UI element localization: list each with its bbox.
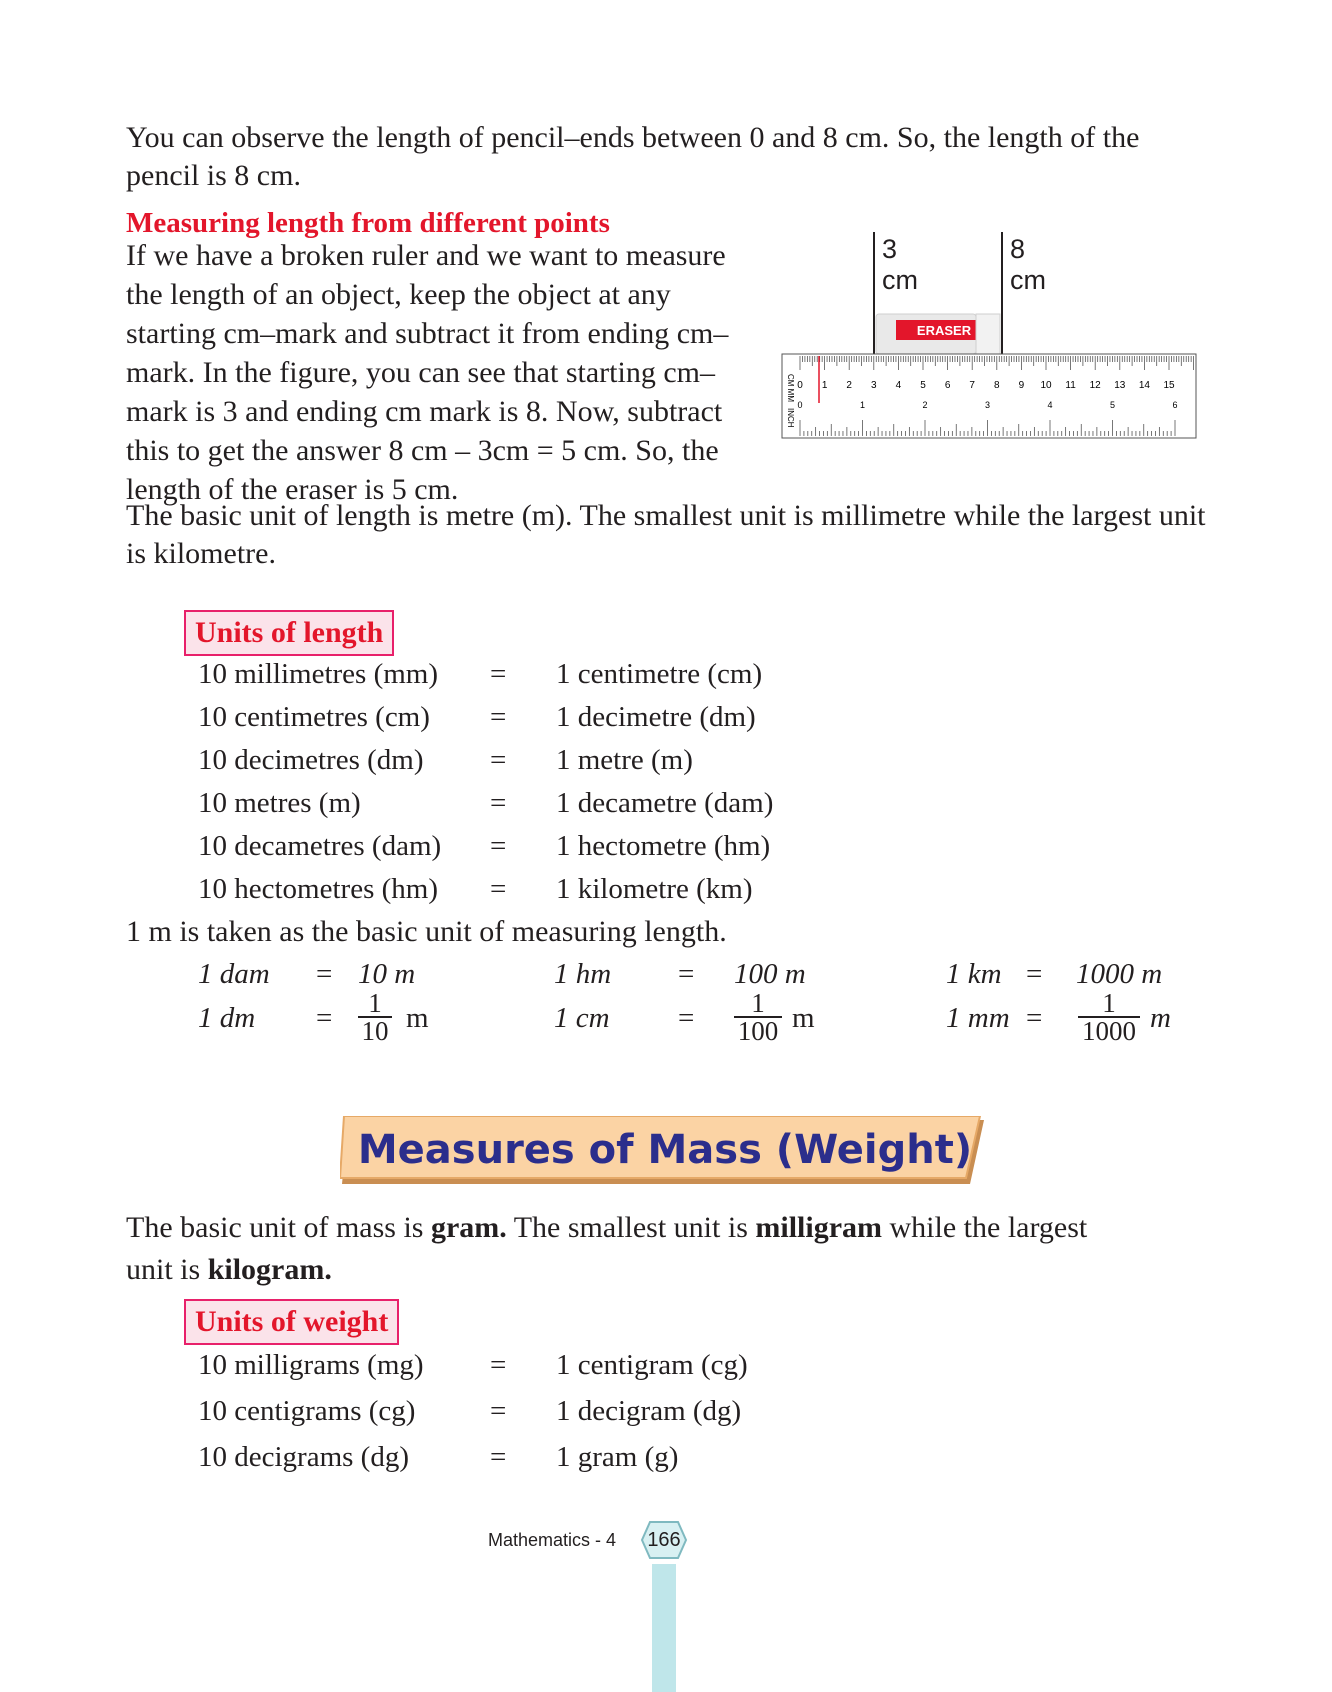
para-line: the length of an object, keep the object at any [126,278,671,311]
mass-text: The basic unit of mass is [126,1211,431,1244]
row-right: 1 decametre (dam) [556,787,774,819]
ruler-svg [780,228,1200,448]
row-left: 10 milligrams (mg) [198,1349,424,1381]
row-left: 10 centigrams (cg) [198,1395,416,1427]
conv-km-value: 1000 m [1076,958,1163,990]
cm-tick-label: 9 [1018,380,1025,391]
row-right: 1 decimetre (dm) [556,701,756,733]
footer-book-title: Mathematics - 4 [488,1530,617,1550]
para-line: If we have a broken ruler and we want to measure [126,239,726,272]
conv-dm-fraction [358,990,392,1044]
conv-mm-eq: = [1026,1002,1043,1034]
inch-tick-label: 3 [984,400,991,410]
row-eq: = [490,744,507,776]
mass-text: The smallest unit is [506,1211,756,1244]
row-right: 1 metre (m) [556,744,693,776]
frac-numerator: 1 [368,988,382,1018]
para-line: length of the eraser is 5 cm. [126,473,459,506]
cm-tick-label: 12 [1089,380,1101,391]
units-of-weight-title: Units of weight [184,1299,399,1345]
conv-dm-suffix: m [406,1002,429,1034]
frac-denominator: 100 [734,1016,782,1044]
units-of-length-title: Units of length [184,610,394,656]
cm-tick-label: 15 [1163,380,1175,391]
cm-tick-label: 10 [1040,380,1052,391]
intro-line-1: You can observe the length of pencil–ends between 0 and 8 cm. So, the length of the [126,121,1140,154]
cm-tick-label: 4 [895,380,902,391]
conv-km-unit: 1 km [946,958,1002,990]
ruler-side-bottom: INCH [786,408,795,428]
frac-denominator: 10 [358,1016,392,1044]
basic-unit-note: 1 m is taken as the basic unit of measuring length. [126,915,727,948]
mass-bold: kilogram. [207,1253,332,1286]
mass-title: Measures of Mass (Weight) [357,1127,973,1173]
conv-mm-suffix: m [1150,1002,1171,1034]
conv-hm-value: 100 m [734,958,806,990]
ruler-body [782,354,1196,438]
basic-length-line-1: The basic unit of length is metre (m). The smallest unit is millimetre while the largest unit [126,499,1206,532]
row-left: 10 decimetres (dm) [198,744,424,776]
page-number: 166 [647,1529,681,1551]
eraser-label: ERASER [916,323,972,338]
frac-numerator: 1 [751,988,765,1018]
row-left: 10 hectometres (hm) [198,873,438,905]
cm-tick-label: 1 [821,380,828,391]
row-right: 1 centigram (cg) [556,1349,748,1381]
mass-line-1 [126,1208,1087,1248]
inch-tick-label: 5 [1109,400,1116,410]
inch-tick-label: 0 [797,400,803,410]
conv-dm-unit: 1 dm [198,1002,256,1034]
conv-cm-eq: = [678,1002,695,1034]
frac-denominator: 1000 [1078,1016,1140,1044]
cm-tick-label: 2 [846,380,852,391]
row-left: 10 metres (m) [198,787,361,819]
row-right: 1 kilometre (km) [556,873,753,905]
para-line: this to get the answer 8 cm – 3cm = 5 cm. So, the [126,434,719,467]
cm-tick-label: 14 [1138,380,1150,391]
mass-bold: gram. [430,1211,507,1244]
cm-tick-label: 7 [969,380,975,391]
conv-dam-unit: 1 dam [198,958,270,990]
conv-cm-suffix: m [792,1002,815,1034]
mass-text: unit is [126,1253,208,1286]
row-eq: = [490,1349,507,1381]
ruler-side-top: CM MM [786,374,795,402]
para-line: mark. In the figure, you can see that starting cm– [126,356,715,389]
conv-dam-eq: = [316,958,333,990]
section-heading: Measuring length from different points [126,207,610,239]
row-eq: = [490,701,507,733]
row-right: 1 decigram (dg) [556,1395,742,1427]
conv-hm-eq: = [678,958,695,990]
conv-cm-unit: 1 cm [554,1002,610,1034]
mass-text: while the largest [882,1211,1088,1244]
row-right: 1 centimetre (cm) [556,658,763,690]
cm-tick-label: 11 [1065,380,1076,391]
conv-mm-unit: 1 mm [946,1002,1010,1034]
cm-tick-label: 6 [944,380,951,391]
mass-bold: milligram [755,1211,883,1244]
inch-tick-label: 2 [922,400,928,410]
cm-tick-label: 3 [871,380,877,391]
row-eq: = [490,1441,507,1473]
inch-tick-label: 1 [859,400,866,410]
row-left: 10 decametres (dam) [198,830,442,862]
row-eq: = [490,830,507,862]
row-eq: = [490,1395,507,1427]
basic-length-line-2: is kilometre. [126,537,276,570]
para-line: mark is 3 and ending cm mark is 8. Now, subtract [126,395,723,428]
eraser-icon [876,314,1000,354]
row-left: 10 decigrams (dg) [198,1441,409,1473]
conv-km-eq: = [1026,958,1043,990]
conv-mm-fraction [1078,990,1140,1044]
start-label: 3 cm [882,234,918,295]
row-eq: = [490,873,507,905]
row-right: 1 hectometre (hm) [556,830,771,862]
cm-tick-label: 5 [920,380,926,391]
para-line: starting cm–mark and subtract it from ending cm– [126,317,729,350]
inch-tick-label: 4 [1047,400,1053,410]
mass-line-2 [126,1250,332,1290]
cm-tick-label: 0 [797,380,803,391]
conv-hm-unit: 1 hm [554,958,612,990]
inch-tick-label: 6 [1172,400,1178,410]
conv-dm-eq: = [316,1002,333,1034]
cm-tick-label: 13 [1114,380,1126,391]
end-label: 8 cm [1010,234,1046,295]
row-left: 10 millimetres (mm) [198,658,439,690]
conv-cm-fraction [734,990,782,1044]
row-right: 1 gram (g) [556,1441,679,1473]
conv-dam-value: 10 m [358,958,416,990]
cm-tick-label: 8 [994,380,1000,391]
row-left: 10 centimetres (cm) [198,701,430,733]
row-eq: = [490,658,507,690]
page-tab [652,1564,676,1692]
intro-line-2: pencil is 8 cm. [126,159,301,192]
row-eq: = [490,787,507,819]
frac-numerator: 1 [1102,988,1116,1018]
